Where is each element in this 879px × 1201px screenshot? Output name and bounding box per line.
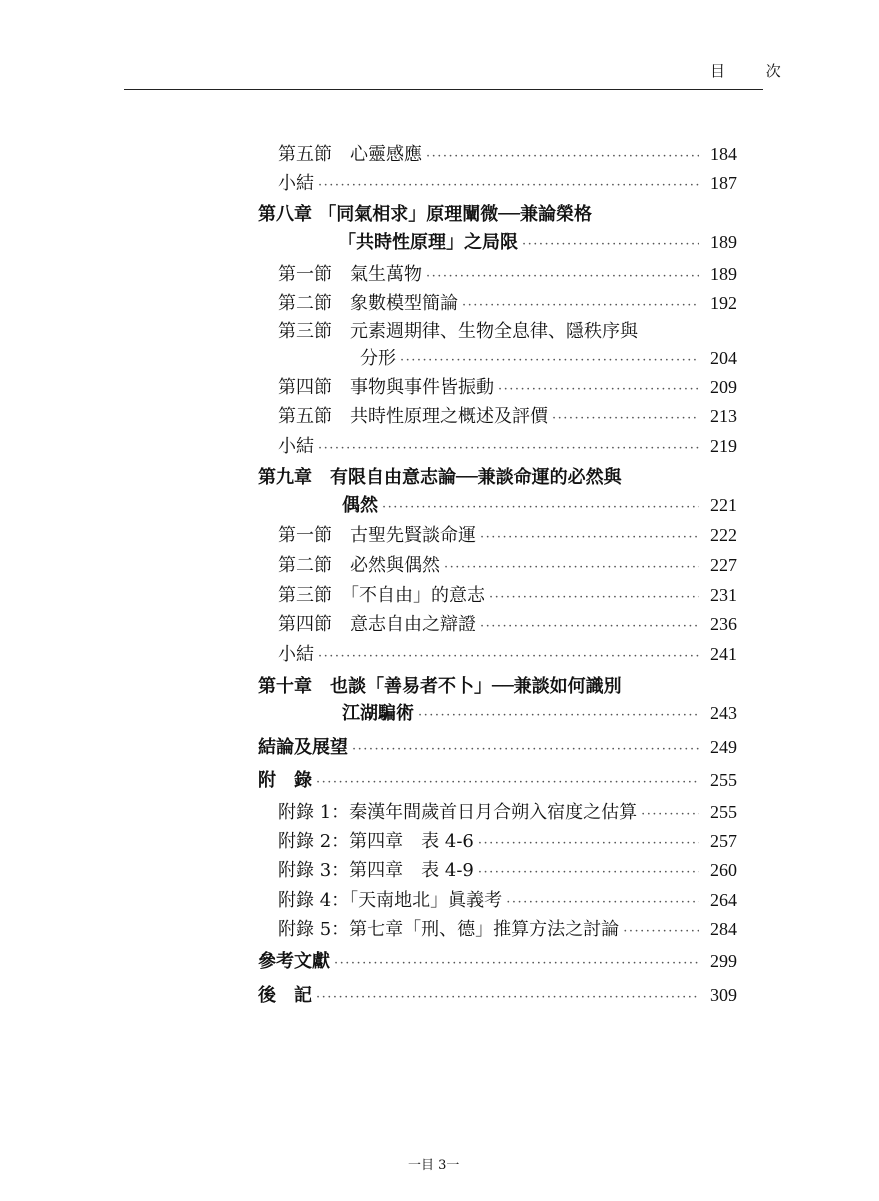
toc-entry-page: 264: [710, 890, 737, 910]
dot-leader: [426, 145, 699, 169]
dot-leader: [480, 615, 699, 639]
toc-chapter-heading[interactable]: [258, 203, 737, 227]
toc-entry[interactable]: [278, 262, 737, 286]
dot-leader: [418, 704, 699, 728]
toc-entry-label: 第四節 事物與事件皆振動: [278, 377, 494, 398]
dot-leader: [318, 645, 699, 669]
dot-leader: [623, 920, 699, 944]
toc-entry-page: 241: [710, 644, 737, 664]
toc-entry-page: 309: [710, 985, 737, 1005]
toc-chapter-heading[interactable]: [258, 675, 737, 699]
toc-entry-label: 附 錄: [258, 770, 312, 791]
toc-entry[interactable]: [360, 346, 737, 370]
toc-entry-page: 257: [710, 831, 737, 851]
dot-leader: [462, 294, 699, 318]
toc-entry-label: 第五節 心靈感應: [278, 144, 422, 165]
dot-leader: [444, 556, 699, 580]
toc-entry[interactable]: [278, 583, 737, 607]
toc-entry-page: 204: [710, 348, 737, 368]
toc-entry-page: 221: [710, 495, 737, 515]
toc-chapter-heading[interactable]: [258, 466, 737, 490]
toc-entry-label: 第二節 必然與偶然: [278, 555, 440, 576]
dot-leader: [641, 803, 699, 827]
toc-entry-page: 231: [710, 585, 737, 605]
dot-leader: [382, 496, 699, 520]
toc-entry-label: 參考文獻: [258, 951, 330, 972]
toc-entry-page: 219: [710, 436, 737, 456]
toc-entry-label: 附錄 3：第四章 表 4-9: [278, 860, 474, 881]
toc-entry[interactable]: [278, 404, 737, 428]
toc-entry-label: 第十章 也談「善易者不卜」──兼談如何識別: [258, 676, 622, 697]
toc-entry-label: 第三節 元素週期律、生物全息律、隱秩序與: [278, 321, 638, 342]
toc-entry-label: 第一節 古聖先賢談命運: [278, 525, 476, 546]
page-number-footer: 一目 3一: [408, 1158, 460, 1173]
toc-entry[interactable]: [278, 858, 737, 882]
toc-entry[interactable]: [258, 768, 737, 792]
dot-leader: [498, 378, 699, 402]
dot-leader: [478, 861, 699, 885]
toc-entry[interactable]: [278, 434, 737, 458]
toc-entry-page: 209: [710, 377, 737, 397]
toc-entry-page: 184: [710, 144, 737, 164]
dot-leader: [489, 586, 699, 610]
toc-entry-label: 附錄 4：「天南地北」眞義考: [278, 890, 503, 911]
toc-entry[interactable]: [278, 171, 737, 195]
toc-entry[interactable]: [278, 291, 737, 315]
toc-entry-label: 「共時性原理」之局限: [338, 232, 518, 253]
toc-entry[interactable]: [278, 642, 737, 666]
dot-leader: [426, 265, 699, 289]
toc-entry-page: 255: [710, 770, 737, 790]
dot-leader: [506, 891, 699, 915]
toc-entry[interactable]: [342, 493, 737, 517]
toc-entry-label: 結論及展望: [258, 737, 348, 758]
dot-leader: [316, 771, 699, 795]
dot-leader: [522, 233, 699, 257]
toc-entry-page: 255: [710, 802, 737, 822]
toc-entry-label: 後 記: [258, 985, 312, 1006]
toc-entry-label: 小結: [278, 436, 314, 457]
toc-entry-label: 第二節 象數模型簡論: [278, 293, 458, 314]
toc-entry[interactable]: [278, 829, 737, 853]
toc-entry[interactable]: [278, 888, 737, 912]
dot-leader: [400, 349, 699, 373]
toc-entry-page: 236: [710, 614, 737, 634]
running-header-title: 目 次: [710, 62, 799, 80]
toc-entry-label: 江湖騙術: [342, 703, 414, 724]
toc-entry-page: 192: [710, 293, 737, 313]
toc-entry-label: 小結: [278, 173, 314, 194]
toc-entry[interactable]: [278, 917, 737, 941]
toc-entry[interactable]: [278, 800, 737, 824]
toc-entry[interactable]: [278, 553, 737, 577]
dot-leader: [318, 437, 699, 461]
toc-entry-label: 第五節 共時性原理之概述及評價: [278, 406, 548, 427]
toc-entry-label: 第三節 「不自由」的意志: [278, 585, 485, 606]
toc-entry-label: 附錄 1：秦漢年間歲首日月合朔入宿度之估算: [278, 802, 638, 823]
dot-leader: [478, 832, 699, 856]
toc-entry-page: 222: [710, 525, 737, 545]
toc-entry-label: 小結: [278, 644, 314, 665]
dot-leader: [318, 174, 699, 198]
toc-entry-page: 260: [710, 860, 737, 880]
toc-entry[interactable]: [278, 142, 737, 166]
toc-entry-page: 284: [710, 919, 737, 939]
toc-entry-page: 243: [710, 703, 737, 723]
toc-entry-label: 第一節 氣生萬物: [278, 264, 422, 285]
toc-entry-label: 分形: [360, 348, 396, 369]
dot-leader: [352, 738, 699, 762]
toc-entry[interactable]: [258, 949, 737, 973]
dot-leader: [480, 526, 699, 550]
toc-entry[interactable]: [278, 523, 737, 547]
toc-entry[interactable]: [342, 701, 737, 725]
toc-entry-label: 附錄 5：第七章「刑、德」推算方法之討論: [278, 919, 620, 940]
dot-leader: [552, 407, 699, 431]
toc-entry-page: 189: [710, 232, 737, 252]
toc-entry-page: 227: [710, 555, 737, 575]
toc-entry-page: 299: [710, 951, 737, 971]
toc-entry-page: 187: [710, 173, 737, 193]
toc-entry[interactable]: [278, 612, 737, 636]
toc-entry[interactable]: [258, 735, 737, 759]
toc-entry-page: 189: [710, 264, 737, 284]
dot-leader: [316, 986, 699, 1010]
toc-entry-heading[interactable]: [278, 320, 737, 344]
dot-leader: [334, 952, 699, 976]
toc-entry[interactable]: [338, 230, 737, 254]
toc-entry-label: 第九章 有限自由意志論──兼談命運的必然與: [258, 467, 622, 488]
toc-entry[interactable]: [278, 375, 737, 399]
toc-entry-label: 第四節 意志自由之辯證: [278, 614, 476, 635]
toc-entry-label: 偶然: [342, 495, 378, 516]
toc-entry[interactable]: [258, 983, 737, 1007]
toc-entry-label: 第八章 「同氣相求」原理闡微──兼論榮格: [258, 204, 592, 225]
toc-entry-page: 213: [710, 406, 737, 426]
toc-entry-page: 249: [710, 737, 737, 757]
toc-entry-label: 附錄 2：第四章 表 4-6: [278, 831, 474, 852]
